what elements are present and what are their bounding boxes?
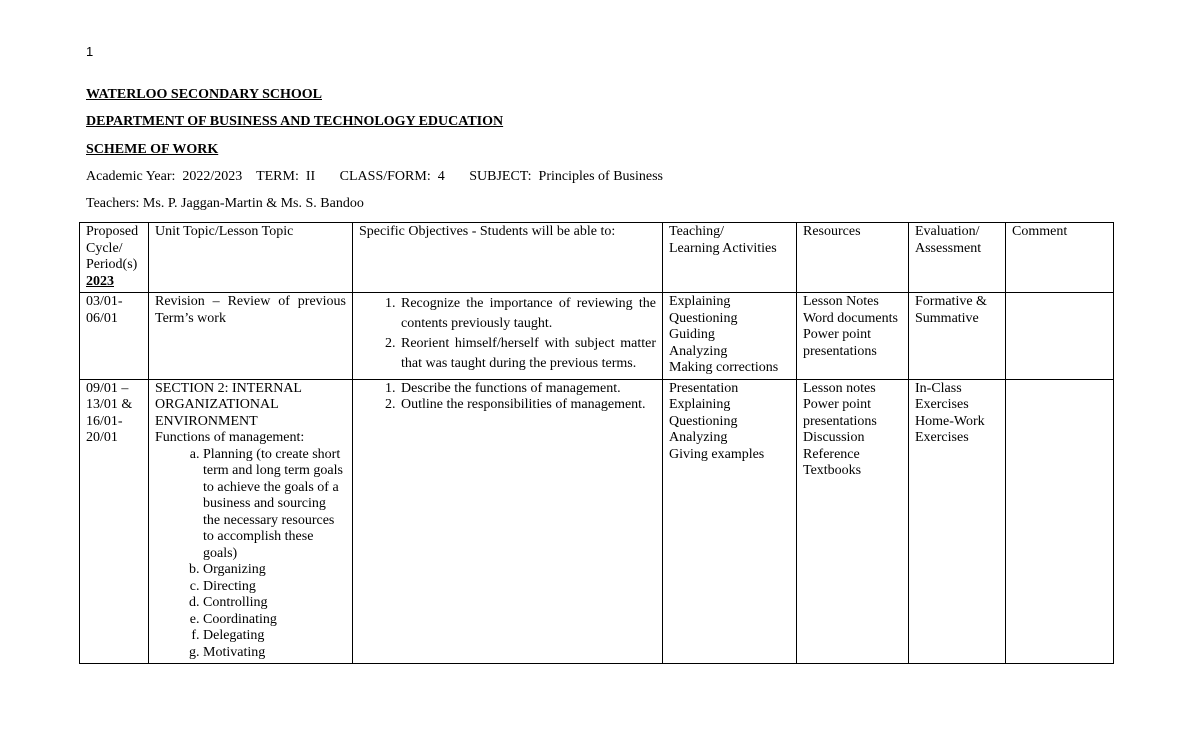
objectives-list: [359, 294, 656, 374]
header-resources: Resources: [797, 223, 909, 293]
header-activities-line: Teaching/: [669, 224, 724, 239]
list-item: 1. Describe the functions of management.: [399, 381, 656, 398]
list-item: 1. Recognize the importance of reviewing the contents previously taught.: [399, 294, 656, 334]
header-activities: [663, 223, 797, 293]
activity: Explaining: [669, 294, 731, 309]
cell-activities: [663, 379, 797, 664]
period-line: 13/01 &: [86, 397, 133, 412]
academic-year: Academic Year: 2022/2023: [86, 169, 243, 184]
header-period-year: 2023: [86, 273, 114, 289]
cell-period: [80, 379, 149, 664]
activity: Presentation: [669, 380, 739, 396]
evaluation: Exercises: [915, 430, 969, 445]
evaluation: In-Class: [915, 380, 962, 396]
resource: presentations: [803, 413, 877, 429]
activity: Questioning: [669, 310, 738, 326]
evaluation: Home-Work: [915, 413, 985, 429]
list-item: b. Organizing: [203, 562, 346, 579]
activity: Giving examples: [669, 446, 765, 462]
resource: Power point: [803, 327, 872, 342]
term: TERM: II: [256, 169, 316, 184]
cell-period: [80, 293, 149, 380]
resource: presentations: [803, 343, 877, 359]
header-evaluation: [909, 223, 1006, 293]
evaluation: Exercises: [915, 397, 969, 412]
cell-topic: Revision – Review of previous Term’s work: [149, 293, 353, 380]
resource: Power point: [803, 397, 872, 412]
cell-resources: [797, 293, 909, 380]
table-row: [80, 293, 1114, 380]
resource: Word documents: [803, 310, 898, 326]
activity: Analyzing: [669, 430, 728, 445]
list-item: c. Directing: [203, 579, 346, 596]
topic-line: SECTION 2: INTERNAL: [155, 380, 302, 396]
department-name: DEPARTMENT OF BUSINESS AND TECHNOLOGY EDUCATION: [86, 114, 504, 129]
list-item: 2. Reorient himself/herself with subject matter that was taught during the previous terms.: [399, 334, 656, 374]
functions-list: [155, 447, 346, 662]
header-evaluation-line: Evaluation/: [915, 224, 980, 239]
activity: Analyzing: [669, 343, 728, 359]
scheme-of-work-table: [79, 222, 1114, 664]
class-form: CLASS/FORM: 4: [339, 169, 445, 184]
cell-evaluation: [909, 293, 1006, 380]
header-comment: Comment: [1006, 223, 1114, 293]
header-period-line: Proposed: [86, 224, 139, 239]
resource: Lesson Notes: [803, 294, 879, 309]
list-item: 2. Outline the responsibilities of management.: [399, 397, 656, 414]
resource: Textbooks: [803, 463, 862, 478]
period-line: 09/01 –: [86, 380, 129, 396]
list-item: d. Controlling: [203, 595, 346, 612]
cell-evaluation: [909, 379, 1006, 664]
activity: Explaining: [669, 397, 731, 412]
period-line: 20/01: [86, 430, 118, 445]
topic-line: Functions of management:: [155, 430, 305, 445]
header-objectives: Specific Objectives - Students will be able to:: [353, 223, 663, 293]
list-item: f. Delegating: [203, 628, 346, 645]
resource: Lesson notes: [803, 380, 876, 396]
period-line: 03/01-: [86, 294, 123, 309]
header-activities-line: Learning Activities: [669, 240, 777, 256]
objectives-list: [359, 381, 656, 414]
resource: Reference: [803, 446, 860, 462]
header-period: [80, 223, 149, 293]
period-line: 06/01: [86, 310, 118, 326]
teachers: Teachers: Ms. P. Jaggan-Martin & Ms. S. Bandoo: [86, 196, 364, 211]
evaluation: Formative &: [915, 294, 987, 309]
subject: SUBJECT: Principles of Business: [469, 169, 663, 184]
period-line: 16/01-: [86, 413, 123, 429]
evaluation: Summative: [915, 310, 979, 326]
header-period-line: Period(s): [86, 257, 138, 272]
activity: Making corrections: [669, 360, 779, 375]
cell-comment: [1006, 379, 1114, 664]
school-name: WATERLOO SECONDARY SCHOOL: [86, 87, 322, 102]
resource: Discussion: [803, 430, 865, 445]
table-header-row: [80, 223, 1114, 293]
header-evaluation-line: Assessment: [915, 240, 982, 256]
cell-objectives: [353, 293, 663, 380]
list-item: e. Coordinating: [203, 612, 346, 629]
header-period-line: Cycle/: [86, 240, 123, 256]
header-topic: Unit Topic/Lesson Topic: [149, 223, 353, 293]
cell-objectives: [353, 379, 663, 664]
table-row: [80, 379, 1114, 664]
page-number: 1: [86, 44, 94, 59]
topic-line: ENVIRONMENT: [155, 413, 258, 429]
document-title: SCHEME OF WORK: [86, 142, 219, 157]
activity: Questioning: [669, 413, 738, 429]
meta-line: [86, 169, 663, 185]
topic-line: ORGANIZATIONAL: [155, 397, 279, 412]
cell-activities: [663, 293, 797, 380]
activity: Guiding: [669, 327, 715, 342]
list-item: g. Motivating: [203, 645, 346, 662]
cell-comment: [1006, 293, 1114, 380]
list-item: a. Planning (to create short term and long term goals to achieve the goals of a business and sourcing the necessary resources to accomplish these goals): [203, 447, 346, 563]
cell-resources: [797, 379, 909, 664]
cell-topic: [149, 379, 353, 664]
